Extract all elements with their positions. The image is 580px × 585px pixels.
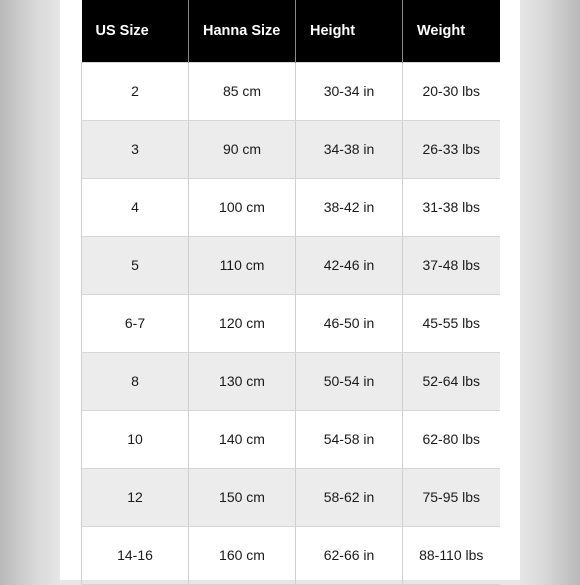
cell-weight: 75-95 lbs [403, 468, 500, 526]
cell-hanna-size: 90 cm [189, 120, 296, 178]
header-height: Height [296, 0, 403, 62]
cell-us-size: 6-7 [82, 294, 189, 352]
cell-hanna-size: 110 cm [189, 236, 296, 294]
header-row [82, 0, 500, 62]
table-row [82, 352, 500, 410]
cell-weight: 45-55 lbs [403, 294, 500, 352]
cell-us-size: 12 [82, 468, 189, 526]
cell-weight: 62-80 lbs [403, 410, 500, 468]
table-row [82, 410, 500, 468]
table-row [82, 120, 500, 178]
cell-us-size: 3 [82, 120, 189, 178]
cell-weight: 88-110 lbs [403, 526, 500, 584]
cell-us-size: 5 [82, 236, 189, 294]
cell-hanna-size: 120 cm [189, 294, 296, 352]
cell-weight: 20-30 lbs [403, 62, 500, 120]
cell-us-size: 2 [82, 62, 189, 120]
table-row [82, 178, 500, 236]
table-row [82, 62, 500, 120]
cell-height: 50-54 in [296, 352, 403, 410]
cell-weight: 52-64 lbs [403, 352, 500, 410]
cell-height: 34-38 in [296, 120, 403, 178]
table-header [82, 0, 500, 62]
cell-height: 62-66 in [296, 526, 403, 584]
cell-hanna-size: 140 cm [189, 410, 296, 468]
cell-us-size: 10 [82, 410, 189, 468]
cell-weight: 31-38 lbs [403, 178, 500, 236]
cell-us-size: 14-16 [82, 526, 189, 584]
cell-height: 30-34 in [296, 62, 403, 120]
cell-us-size: 8 [82, 352, 189, 410]
cell-weight: 37-48 lbs [403, 236, 500, 294]
size-chart-table [81, 0, 500, 585]
table-row [82, 468, 500, 526]
header-weight: Weight [403, 0, 500, 62]
table-body [82, 62, 500, 584]
cell-us-size: 4 [82, 178, 189, 236]
cell-hanna-size: 150 cm [189, 468, 296, 526]
cell-hanna-size: 85 cm [189, 62, 296, 120]
cell-height: 58-62 in [296, 468, 403, 526]
cell-weight: 26-33 lbs [403, 120, 500, 178]
table-row [82, 526, 500, 584]
cell-hanna-size: 130 cm [189, 352, 296, 410]
table-row [82, 236, 500, 294]
table-row [82, 294, 500, 352]
cell-hanna-size: 100 cm [189, 178, 296, 236]
cell-height: 38-42 in [296, 178, 403, 236]
cell-hanna-size: 160 cm [189, 526, 296, 584]
cell-height: 54-58 in [296, 410, 403, 468]
header-hanna-size: Hanna Size [189, 0, 296, 62]
cell-height: 42-46 in [296, 236, 403, 294]
cell-height: 46-50 in [296, 294, 403, 352]
header-us-size: US Size [82, 0, 189, 62]
